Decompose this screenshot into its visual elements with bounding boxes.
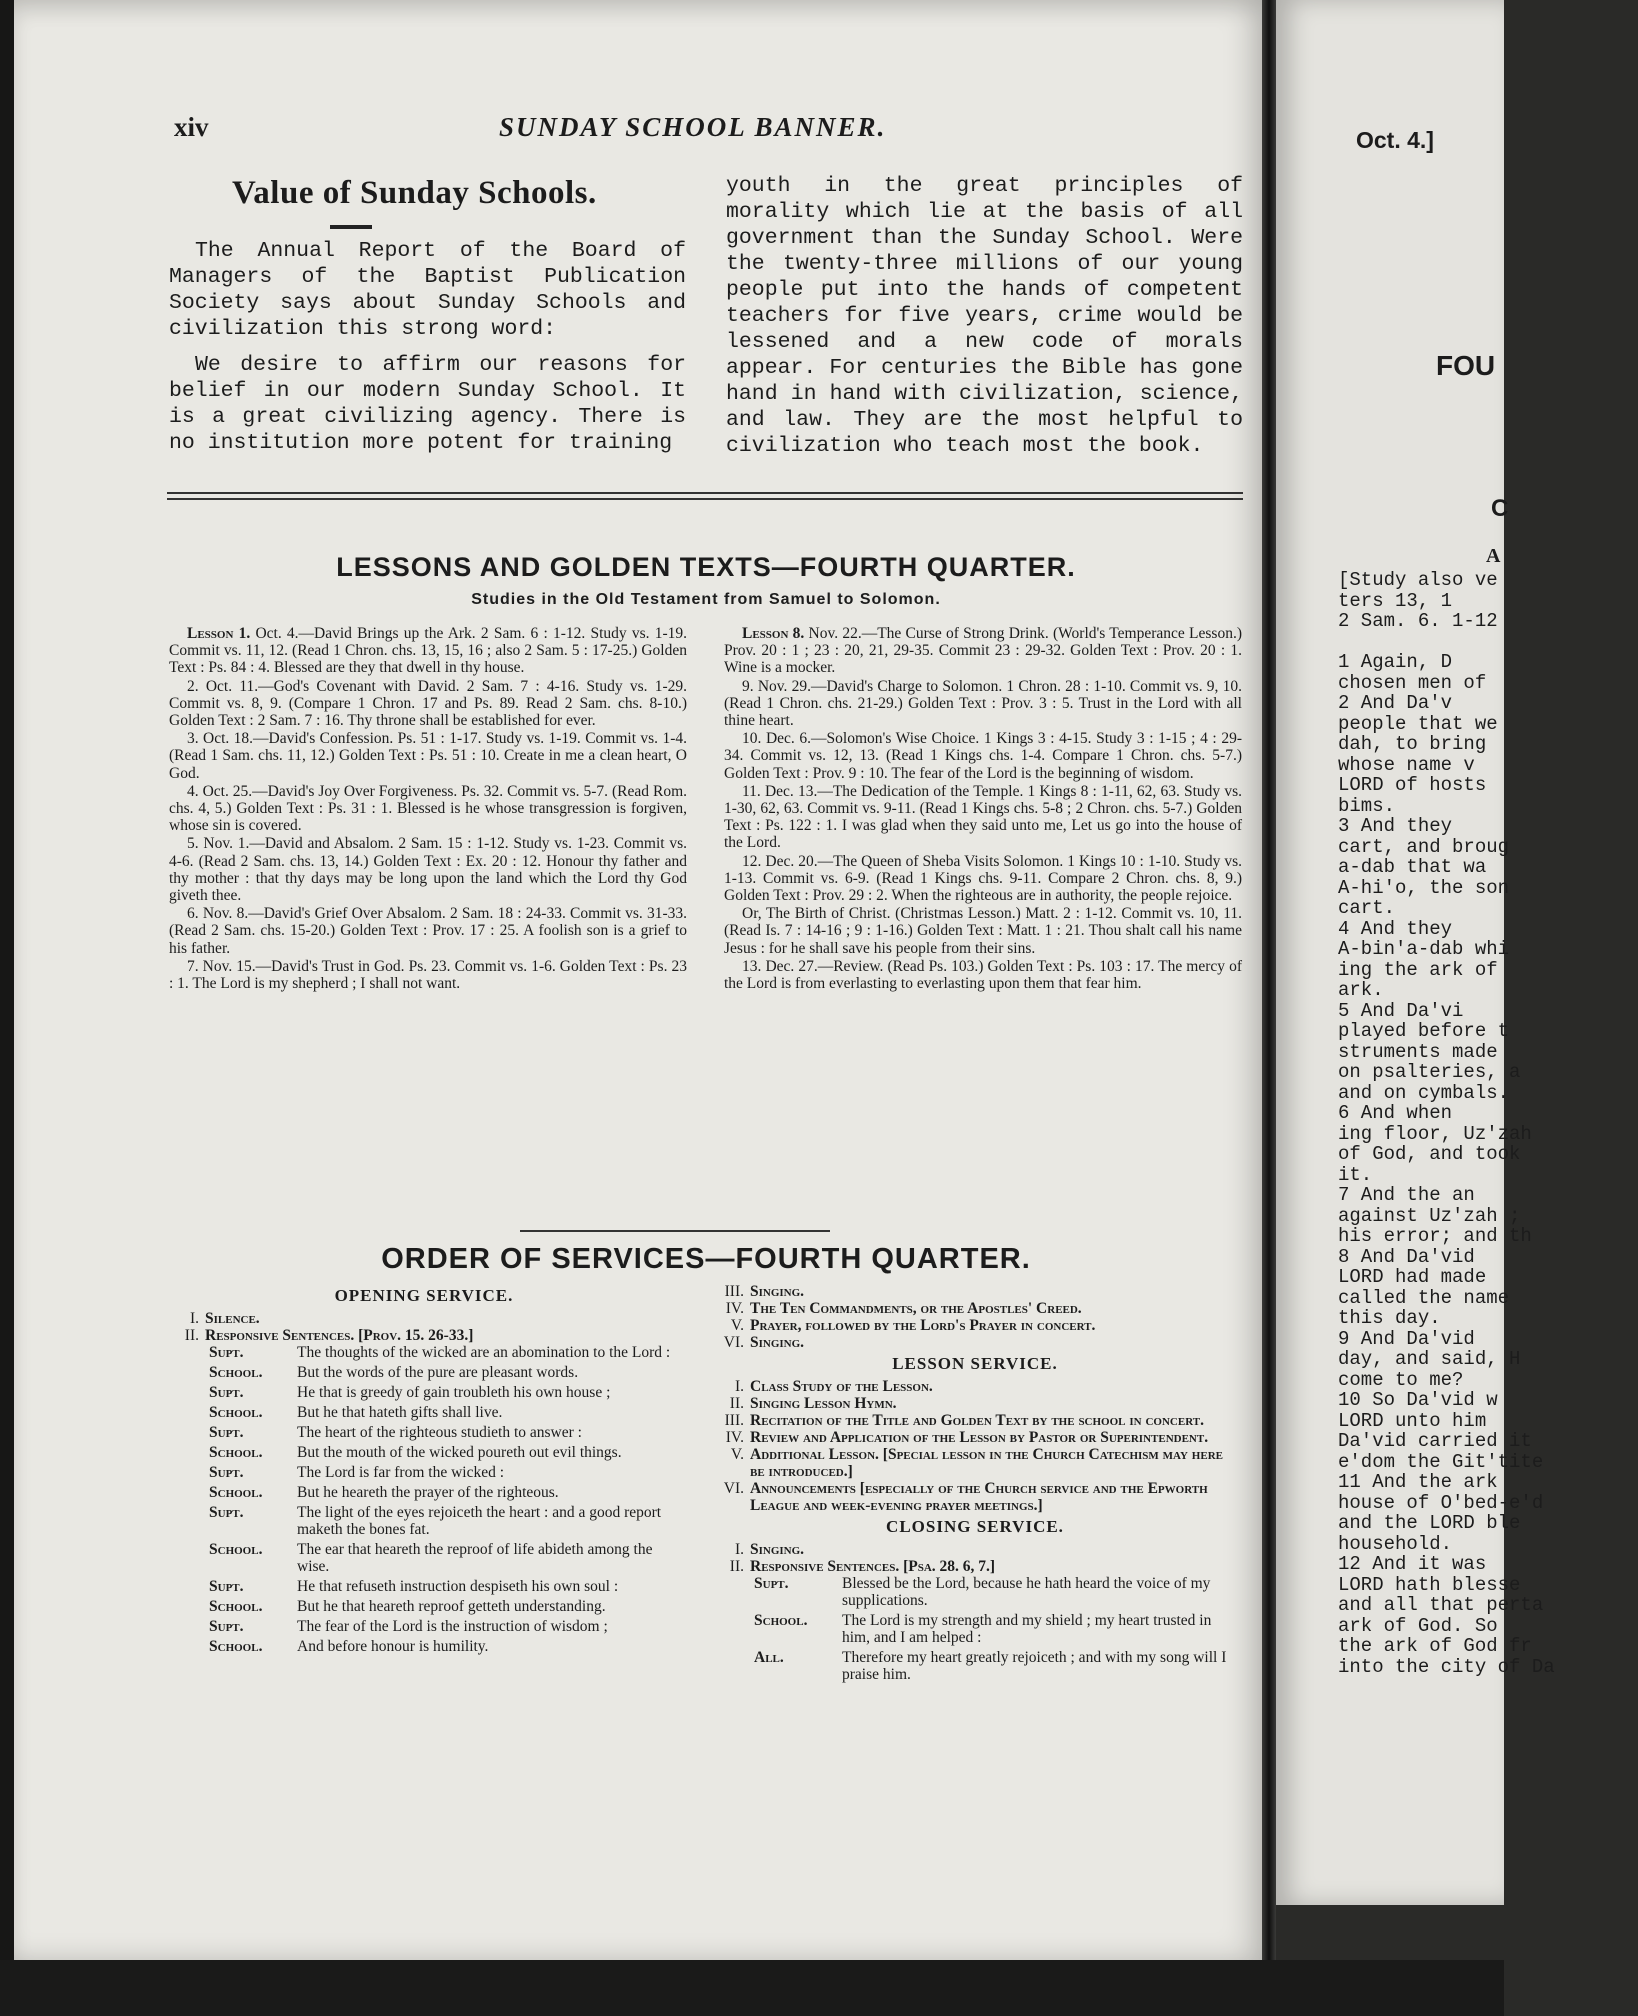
right-page-line: it. — [1338, 1163, 1373, 1186]
lesson-entry — [169, 905, 687, 957]
lesson-text: 6. Nov. 8.—David's Grief Over Absalom. 2 Sam. 18 : 24-33. Commit vs. 31-33. (Read 2 Sam. chs. 15-20.) Golden Text : Prov. 17 : 25. A foolish son is a grief to his father. — [169, 905, 687, 957]
response-text: But the mouth of the wicked poureth out evil things. — [297, 1444, 622, 1461]
speaker-label: School. — [209, 1404, 263, 1421]
item-title: The Ten Commandments, or the Apostles' Creed. — [750, 1300, 1082, 1317]
right-page-line: of God, and took — [1338, 1143, 1521, 1165]
speaker-label: School. — [209, 1638, 263, 1655]
value-paragraph: youth in the great principles of morality which lie at the basis of all government than the Sunday School. Were the twenty-three millions of our young people put into the hands of competent teachers for five years, crime would be lessened and a new code of morals appear. For centuries the Bible has gone hand in hand with civilization, science, and law. They are the most helpful to civilization who teach most the book. — [726, 174, 1243, 458]
item-number: III. — [724, 1412, 744, 1429]
service-item — [714, 1446, 1236, 1480]
item-number: III. — [724, 1283, 744, 1300]
running-title: SUNDAY SCHOOL BANNER. — [499, 112, 887, 142]
lesson-entry — [724, 678, 1242, 730]
lesson-text: 3. Oct. 18.—David's Confession. Ps. 51 : 1-17. Study vs. 1-19. Commit vs. 1-4. (Read 1 Sam. chs. 11, 12.) Golden Text : Ps. 51 : 10. Create in me a clean heart, O God. — [169, 730, 687, 782]
lesson-text: 7. Nov. 15.—David's Trust in God. Ps. 23. Commit vs. 1-6. Golden Text : Ps. 23 : 1. The Lord is my shepherd ; I shall not want. — [169, 957, 687, 993]
right-page-line: struments made — [1338, 1040, 1498, 1063]
item-title: Singing. — [750, 1541, 805, 1558]
right-page-line: on psalteries, a — [1338, 1061, 1521, 1083]
right-page-line: LORD of hosts — [1338, 774, 1487, 796]
service-item — [714, 1480, 1236, 1514]
item-title: Prayer, followed by the Lord's Prayer in concert. — [750, 1317, 1096, 1334]
lesson-entry — [169, 783, 687, 835]
right-page-line: ark of God. So — [1338, 1614, 1498, 1637]
speaker-label: All. — [754, 1649, 784, 1666]
item-number: V. — [730, 1317, 744, 1334]
value-paragraph: The Annual Report of the Board of Managers of the Baptist Publication Society says about Sunday Schools and civilization this strong word: — [169, 239, 686, 341]
right-page-line: house of O'bed-e'd — [1338, 1491, 1544, 1514]
section-divider — [167, 492, 1243, 500]
lessons-left-column — [169, 625, 687, 993]
speaker-label: School. — [209, 1444, 263, 1461]
responsive-line — [714, 1649, 1236, 1683]
right-page-line: against Uz'zah ; — [1338, 1204, 1521, 1227]
speaker-label: School. — [209, 1541, 263, 1558]
right-page-line: ters 13, 1 — [1338, 589, 1453, 612]
right-page-line: and the LORD ble — [1338, 1512, 1521, 1534]
item-title: Review and Application of the Lesson by Pastor or Superintendent. — [750, 1429, 1209, 1446]
responsive-line — [169, 1618, 679, 1635]
lesson-text: 9. Nov. 29.—David's Charge to Solomon. 1 Chron. 28 : 1-10. Commit vs. 9, 10. (Read 1 Chron. chs. 21-29.) Golden Text : Prov. 3 : 5. Trust in the Lord with all thine heart. — [724, 677, 1242, 730]
right-page-line: 5 And Da'vi — [1338, 999, 1464, 1022]
right-page-date: Oct. 4.] — [1356, 127, 1434, 153]
response-text: The Lord is far from the wicked : — [297, 1464, 505, 1481]
lesson-entry — [724, 958, 1242, 992]
lesson-label: Lesson 8. — [742, 625, 809, 642]
lesson-text: 13. Dec. 27.—Review. (Read Ps. 103.) Golden Text : Ps. 103 : 17. The mercy of the Lord is from everlasting to everlasting upon them that fear him. — [724, 957, 1242, 993]
right-page-line: household. — [1338, 1532, 1453, 1555]
right-page-line: dah, to bring — [1338, 733, 1487, 755]
value-right-column — [726, 173, 1243, 469]
item-number: V. — [730, 1446, 744, 1463]
right-page-line: bims. — [1338, 794, 1396, 817]
service-item — [714, 1412, 1236, 1429]
response-text: The thoughts of the wicked are an abomination to the Lord : — [297, 1344, 671, 1361]
right-page-line: and on cymbals. — [1338, 1081, 1510, 1104]
page-number: xiv — [174, 112, 209, 142]
speaker-label: Supt. — [209, 1504, 244, 1521]
speaker-label: Supt. — [209, 1384, 244, 1401]
right-page-line: people that we — [1338, 712, 1498, 735]
speaker-label: Supt. — [754, 1575, 789, 1592]
speaker-label: School. — [209, 1364, 263, 1381]
item-title: Additional Lesson. [Special lesson in the Church Catechism may here be introduced.] — [750, 1446, 1223, 1480]
right-page-line: e'dom the Git'tite — [1338, 1450, 1544, 1473]
right-page-line: played before t — [1338, 1020, 1510, 1042]
responsive-line — [169, 1578, 679, 1595]
lesson-entry — [724, 730, 1242, 782]
item-number: I. — [734, 1378, 744, 1395]
item-number: VI. — [723, 1480, 744, 1497]
right-page-line: his error; and th — [1338, 1225, 1532, 1247]
service-item — [714, 1378, 1236, 1395]
right-page-line: 10 So Da'vid w — [1338, 1389, 1498, 1411]
right-page-line: whose name v — [1338, 753, 1475, 776]
lesson-text: Or, The Birth of Christ. (Christmas Lesson.) Matt. 2 : 1-12. Commit vs. 10, 11. (Read Is. 7 : 14-16 ; 9 : 1-16.) Golden Text : Matt. 1 : 21. Thou shalt call his name Jesus : for he shall save his people from their sins. — [724, 905, 1242, 957]
right-page-line: LORD hath blesse — [1338, 1573, 1521, 1596]
right-page-line: a-dab that wa — [1338, 856, 1487, 878]
item-number: II. — [184, 1327, 199, 1344]
service-item — [714, 1283, 1236, 1300]
lesson-entry — [169, 678, 687, 730]
response-text: But he that hateth gifts shall live. — [297, 1404, 503, 1421]
item-title: Singing Lesson Hymn. — [750, 1395, 897, 1412]
service-item — [714, 1558, 1236, 1575]
lesson-entry — [169, 730, 687, 782]
right-page-line: LORD unto him — [1338, 1409, 1487, 1432]
responsive-line — [169, 1484, 679, 1501]
right-page — [1276, 0, 1555, 1905]
lesson-entry — [724, 783, 1242, 852]
item-title: Silence. — [205, 1310, 260, 1327]
item-title: Announcements [especially of the Church service and the Epworth League and week-evening prayer meetings.] — [750, 1480, 1208, 1514]
lesson-label: Lesson 1. — [187, 625, 256, 642]
lesson-entry — [169, 835, 687, 904]
opening-service-head: OPENING SERVICE. — [334, 1286, 514, 1305]
responsive-line — [169, 1364, 679, 1381]
scan-bottom — [0, 1960, 1504, 2016]
lesson-text: 2. Oct. 11.—God's Covenant with David. 2 Sam. 7 : 4-16. Study vs. 1-29. Commit vs. 8, 9. (Compare 1 Chron. 17 and Ps. 89. Read 2 Sam. chs. 8-10.) Golden Text : 2 Sam. 7 : 16. Thy throne shall be established for ever. — [169, 677, 687, 730]
service-item — [714, 1395, 1236, 1412]
item-title: Recitation of the Title and Golden Text by the school in concert. — [750, 1412, 1204, 1429]
right-page-line: come to me? — [1338, 1368, 1464, 1391]
value-left-column — [169, 238, 686, 466]
response-text: The Lord is my strength and my shield ; my heart trusted in him, and I am helped : — [842, 1612, 1212, 1646]
right-page-line: 6 And when — [1338, 1102, 1453, 1124]
right-page-line: and all that perta — [1338, 1594, 1544, 1616]
item-title: Class Study of the Lesson. — [750, 1378, 933, 1395]
response-text: Therefore my heart greatly rejoiceth ; and with my song will I praise him. — [842, 1649, 1227, 1683]
lesson-entry — [169, 625, 687, 677]
book-gutter — [1262, 0, 1276, 2016]
item-number: II. — [729, 1395, 744, 1412]
response-text: But the words of the pure are pleasant words. — [297, 1364, 579, 1381]
right-page-line: into the city of Da — [1338, 1655, 1555, 1678]
lesson-text: Nov. 22.—The Curse of Strong Drink. (World's Temperance Lesson.) Prov. 20 : 1 ; 23 : 20, 21, 29-35. Commit 23 : 29-32. Golden Text : Prov. 20 : 1. Wine is a mocker. — [724, 625, 1242, 677]
item-number: IV. — [725, 1429, 744, 1446]
response-text: The ear that heareth the reproof of life abideth among the wise. — [297, 1541, 653, 1575]
right-page-line: 2 And Da'v — [1338, 692, 1453, 714]
response-text: Blessed be the Lord, because he hath heard the voice of my supplications. — [842, 1575, 1211, 1609]
responsive-line — [169, 1638, 679, 1655]
right-page-line: ing floor, Uz'zah — [1338, 1122, 1532, 1145]
right-page-a: A — [1486, 545, 1501, 567]
lesson-entry — [724, 905, 1242, 957]
lesson-text: 10. Dec. 6.—Solomon's Wise Choice. 1 Kings 3 : 4-15. Study 3 : 1-15 ; 4 : 29-34. Commit vs. 12, 13. (Read 1 Kings chs. 1-4. Compare 1 Chron. chs. 5-7.) Golden Text : Prov. 9 : 10. The fear of the Lord is the beginning of wisdom. — [724, 730, 1242, 782]
speaker-label: Supt. — [209, 1344, 244, 1361]
responsive-line — [169, 1444, 679, 1461]
speaker-label: Supt. — [209, 1578, 244, 1595]
response-text: He that is greedy of gain troubleth his own house ; — [297, 1384, 611, 1401]
right-page-text — [1338, 570, 1638, 1677]
responsive-line — [714, 1612, 1236, 1646]
right-page-line: 1 Again, D — [1338, 651, 1453, 673]
right-page-line — [1338, 632, 1638, 653]
response-text: But he heareth the prayer of the righteous. — [297, 1484, 559, 1501]
lessons-subtitle: Studies in the Old Testament from Samuel to Solomon. — [471, 591, 941, 608]
lesson-entry — [724, 853, 1242, 905]
right-page-line: called the name — [1338, 1286, 1510, 1309]
right-page-line: cart. — [1338, 897, 1396, 919]
right-page-line: A-hi'o, the son — [1338, 876, 1510, 899]
responsive-line — [169, 1464, 679, 1481]
scan-border — [0, 0, 14, 2016]
item-number: I. — [734, 1541, 744, 1558]
responsive-line — [169, 1424, 679, 1441]
right-page-line: [Study also ve — [1338, 569, 1498, 591]
responsive-line — [169, 1344, 679, 1361]
service-item — [714, 1317, 1236, 1334]
right-page-line: 12 And it was — [1338, 1553, 1487, 1575]
lesson-text: 11. Dec. 13.—The Dedication of the Temple. 1 Kings 8 : 1-11, 62, 63. Study vs. 1-30, 62, 63. Commit vs. 9-11. (Read 1 Kings chs. 5-8 ; 2 Chron. chs. 5-7.) Golden Text : Ps. 122 : 1. I was glad when they said unto me, Let us go into the house of the Lord. — [724, 782, 1242, 852]
right-page-c: C — [1491, 495, 1509, 522]
item-title: Singing. — [750, 1283, 805, 1300]
response-text: The light of the eyes rejoiceth the heart : and a good report maketh the bones fat. — [297, 1504, 662, 1538]
response-text: The fear of the Lord is the instruction of wisdom ; — [297, 1618, 608, 1635]
speaker-label: School. — [754, 1612, 808, 1629]
lessons-title: LESSONS AND GOLDEN TEXTS—FOURTH QUARTER. — [336, 552, 1076, 582]
services-left-column — [169, 1283, 679, 1658]
lessons-right-column — [724, 625, 1242, 993]
responsive-line — [169, 1384, 679, 1401]
response-text: The heart of the righteous studieth to answer : — [297, 1424, 582, 1441]
right-page-line: 3 And they — [1338, 815, 1453, 837]
closing-service-head: CLOSING SERVICE. — [886, 1517, 1064, 1536]
value-paragraph: We desire to affirm our reasons for belief in our modern Sunday School. It is a great civilizing agency. There is no institution more potent for training — [169, 353, 686, 455]
item-number: II. — [729, 1558, 744, 1575]
lesson-entry — [724, 625, 1242, 677]
right-page-line: 11 And the ark — [1338, 1471, 1498, 1493]
response-text: And before honour is humility. — [297, 1638, 489, 1655]
responsive-line — [169, 1504, 679, 1538]
right-page-line: 7 And the an — [1338, 1184, 1475, 1206]
right-page-line: this day. — [1338, 1307, 1441, 1329]
lesson-entry — [169, 958, 687, 992]
item-number: VI. — [723, 1334, 744, 1351]
right-page-line: LORD had made — [1338, 1266, 1487, 1288]
lesson-text: 5. Nov. 1.—David and Absalom. 2 Sam. 15 : 1-12. Study vs. 1-23. Commit vs. 4-6. (Read 2 Sam. chs. 13, 14.) Golden Text : Ex. 20 : 12. Honour thy father and thy mother : that thy days may be long upon the land which the Lord thy God giveth thee. — [169, 835, 687, 905]
value-title: Value of Sunday Schools. — [232, 175, 597, 211]
service-item — [169, 1310, 679, 1327]
lesson-service-head: LESSON SERVICE. — [892, 1354, 1058, 1373]
service-item — [714, 1429, 1236, 1446]
services-right-column — [714, 1283, 1236, 1686]
item-title: Responsive Sentences. [Prov. 15. 26-33.] — [205, 1327, 474, 1344]
right-page-line: 2 Sam. 6. 1-12 — [1338, 610, 1498, 632]
response-text: But he that heareth reproof getteth understanding. — [297, 1598, 606, 1615]
responsive-line — [169, 1598, 679, 1615]
order-rule — [520, 1230, 830, 1232]
item-title: Singing. — [750, 1334, 805, 1351]
right-page-line: Da'vid carried it — [1338, 1430, 1532, 1452]
lesson-text: 12. Dec. 20.—The Queen of Sheba Visits Solomon. 1 Kings 10 : 1-10. Study vs. 1-13. Commit vs. 6-9. (Read 1 Kings chs. 9-11. Compare 2 Chron. chs. 8, 9.) Golden Text : Prov. 29 : 2. When the righteous are in authority, the people rejoice. — [724, 852, 1242, 905]
speaker-label: Supt. — [209, 1618, 244, 1635]
item-number: I. — [189, 1310, 199, 1327]
item-title: Responsive Sentences. [Psa. 28. 6, 7.] — [750, 1558, 996, 1575]
speaker-label: School. — [209, 1598, 263, 1615]
response-text: He that refuseth instruction despiseth his own soul : — [297, 1578, 619, 1595]
right-page-line: A-bin'a-dab whi — [1338, 938, 1510, 960]
right-page-line: chosen men of — [1338, 671, 1487, 694]
speaker-label: Supt. — [209, 1464, 244, 1481]
right-page-heading: FOU — [1436, 350, 1496, 381]
item-number: IV. — [725, 1300, 744, 1317]
title-rule — [330, 225, 372, 229]
services-title: ORDER OF SERVICES—FOURTH QUARTER. — [381, 1243, 1031, 1275]
right-page-line: 9 And Da'vid — [1338, 1327, 1475, 1350]
responsive-line — [169, 1541, 679, 1575]
right-page-line: 4 And they — [1338, 917, 1453, 940]
right-page-line: day, and said, H — [1338, 1348, 1521, 1370]
lesson-text: 4. Oct. 25.—David's Joy Over Forgiveness. Ps. 32. Commit vs. 5-7. (Read Rom. chs. 4, 5.) Golden Text : Ps. 31 : 1. Blessed is he whose transgression is forgiven, whose sin is covered. — [169, 782, 687, 835]
right-page-line: cart, and broug — [1338, 835, 1510, 858]
right-page-line: ark. — [1338, 979, 1384, 1001]
service-item — [169, 1327, 679, 1344]
left-page — [14, 0, 1264, 1960]
service-item — [714, 1541, 1236, 1558]
service-item — [714, 1334, 1236, 1351]
right-page-line: 8 And Da'vid — [1338, 1245, 1475, 1268]
service-item — [714, 1300, 1236, 1317]
right-page-line: ing the ark of — [1338, 958, 1498, 981]
lesson-text: Oct. 4.—David Brings up the Ark. 2 Sam. 6 : 1-12. Study vs. 1-19. Commit vs. 11, 12. (Read 1 Chron. chs. 13, 15, 16 ; also 2 Sam. 5 : 17-25.) Golden Text : Ps. 84 : 4. Blessed are they that dwell in thy house. — [169, 625, 687, 677]
responsive-line — [714, 1575, 1236, 1609]
responsive-line — [169, 1404, 679, 1421]
speaker-label: School. — [209, 1484, 263, 1501]
right-page-line: the ark of God fr — [1338, 1635, 1532, 1657]
speaker-label: Supt. — [209, 1424, 244, 1441]
